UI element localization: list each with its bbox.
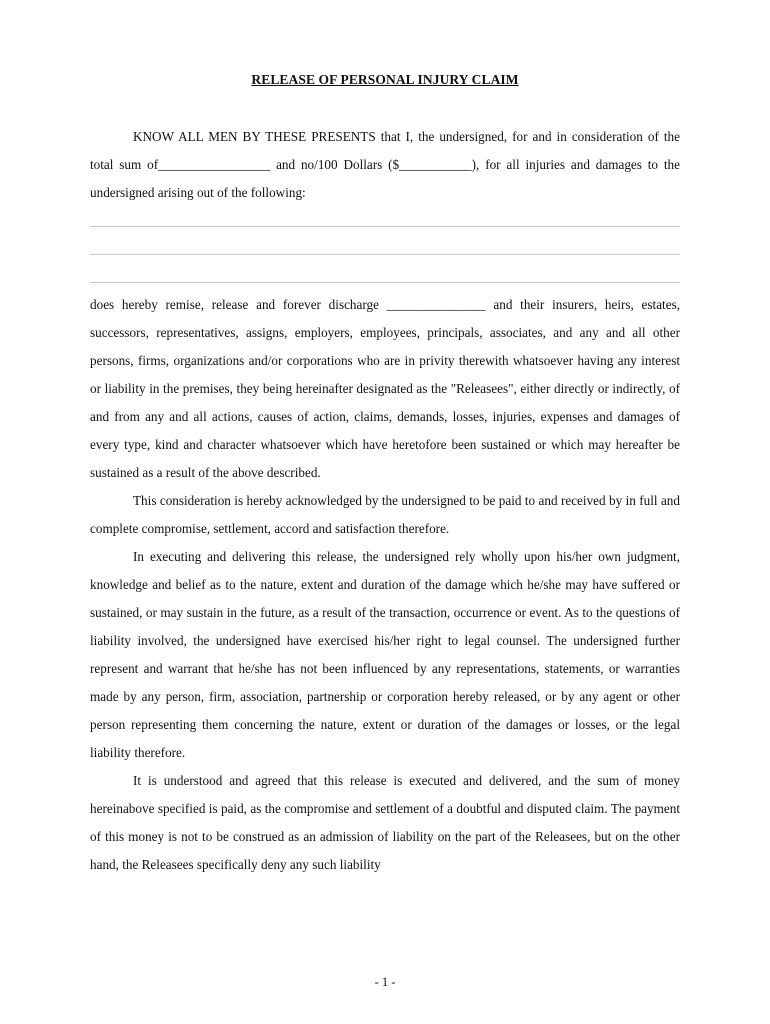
blank-lines [90,207,680,291]
paragraph-compromise: It is understood and agreed that this release is executed and delivered, and the sum of money hereinabove specified is paid, as the compromise and settlement of a doubtful and disputed claim. The payment of this money is not to be construed as an admission of liability on the part of the Releasees, but on the other hand, the Releasees specifically deny any such liability [90,773,680,872]
paragraph-acknowledgement: This consideration is hereby acknowledged by the undersigned to be paid to and received by in full and complete compromise, settlement, accord and satisfaction therefore. [90,493,680,536]
paragraph-consideration: KNOW ALL MEN BY THESE PRESENTS that I, the undersigned, for and in consideration of the total sum of_________________ and no/100 Dollars ($___________), for all injuries and damages to the undersigned arising out of the following: [90,129,680,200]
page-number: - 1 - [374,975,396,989]
blank-line-3[interactable] [90,255,680,283]
document-title: RELEASE OF PERSONAL INJURY CLAIM [251,72,519,87]
document-body [90,123,680,879]
blank-line-2[interactable] [90,227,680,255]
blank-line-1[interactable] [90,199,680,227]
paragraph-reliance: In executing and delivering this release, the undersigned rely wholly upon his/her own judgment, knowledge and belief as to the nature, extent and duration of the damage which he/she may have suffered or sustained, or may sustain in the future, as a result of the transaction, occurrence or event. As to the questions of liability involved, the undersigned have exercised his/her right to legal counsel. The undersigned further represent and warrant that he/she has not been influenced by any representations, statements, or warranties made by any person, firm, association, partnership or corporation hereby released, or by any agent or other person representing them concerning the nature, extent or duration of the damages or losses, or the legal liability therefore. [90,549,680,760]
paragraph-release-discharge: does hereby remise, release and forever discharge _______________ and their insurers, heirs, estates, successors, representatives, assigns, employers, employees, principals, associates, and any and all other persons, firms, organizations and/or corporations who are in privity therewith whatsoever having any interest or liability in the premises, they being hereinafter designated as the "Releasees", either directly or indirectly, of and from any and all actions, causes of action, claims, demands, losses, injuries, expenses and damages of every type, kind and character whatsoever which have heretofore been sustained or which may hereafter be sustained as a result of the above described. [90,297,680,480]
